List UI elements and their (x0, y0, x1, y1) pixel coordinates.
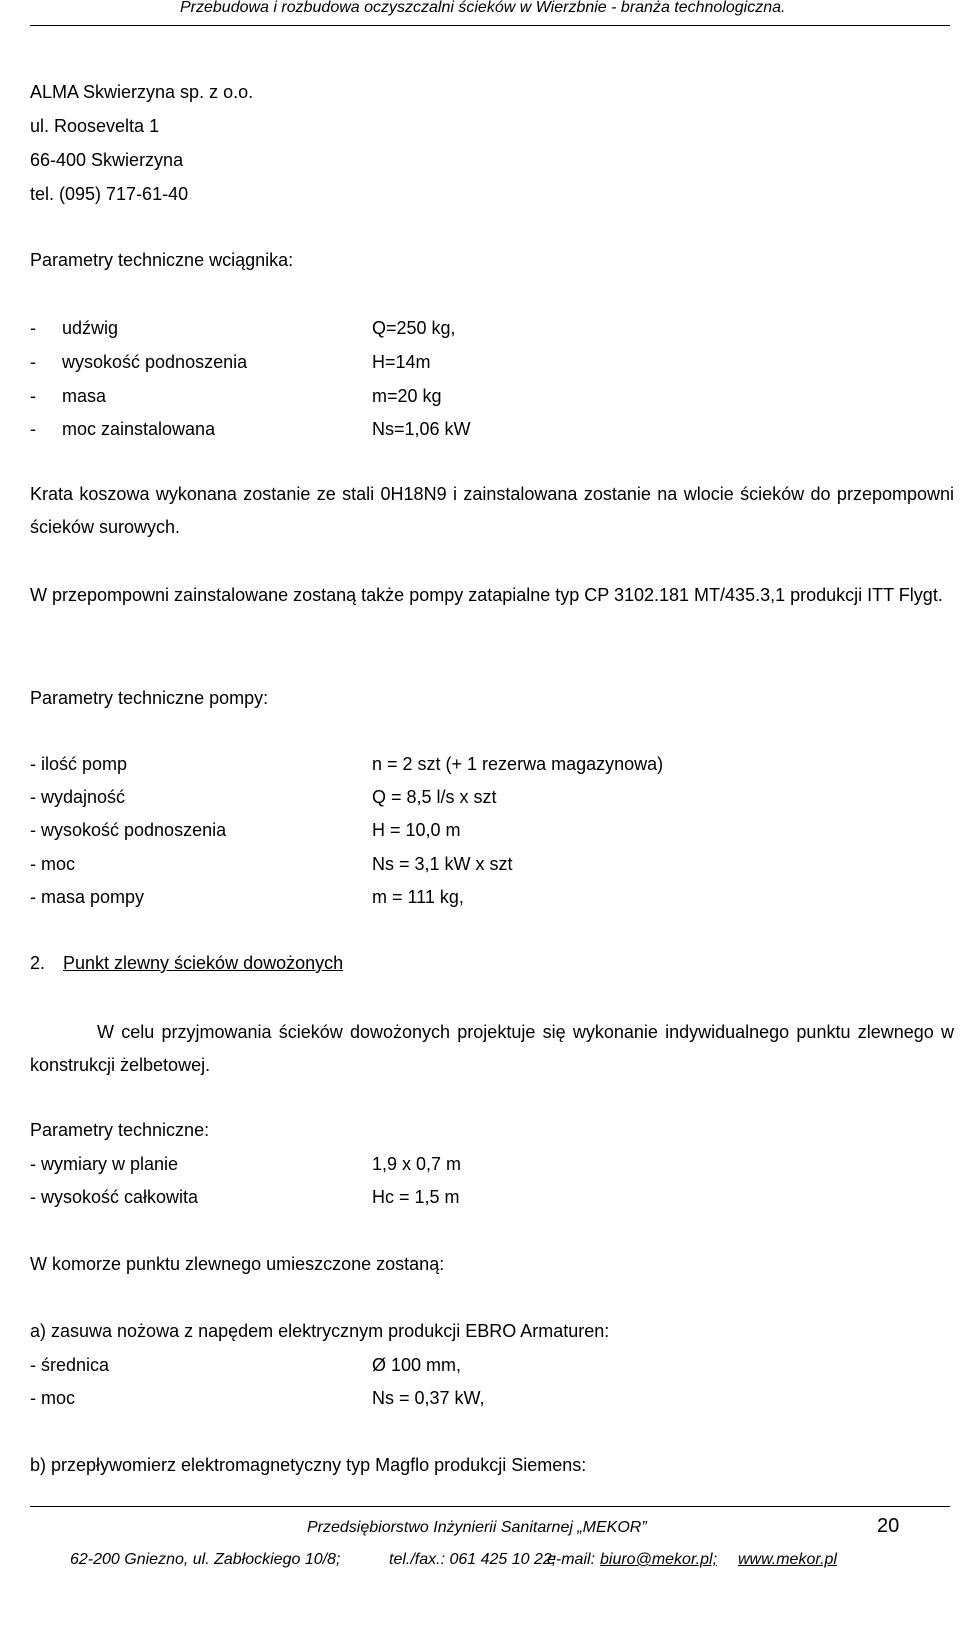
paragraph-krata: Krata koszowa wykonana zostanie ze stali 0H18N9 i zainstalowana zostanie na wlocie ścieków do przepompowni ścieków surowych. (30, 484, 954, 537)
pump-param-label: - moc (30, 854, 75, 874)
hoist-param-value: H=14m (372, 352, 431, 372)
section-param-value: 1,9 x 0,7 m (372, 1154, 462, 1174)
section-param-label: - wymiary w planie (30, 1154, 179, 1174)
address-line-3: 66-400 Skwierzyna (30, 150, 184, 170)
pump-param-value: n = 2 szt (+ 1 rezerwa magazynowa) (372, 754, 664, 774)
hoist-param-label: udźwig (62, 318, 119, 338)
item-a: a) zasuwa nożowa z napędem elektrycznym produkcji EBRO Armaturen: (30, 1321, 610, 1341)
hoist-dash: - (30, 419, 36, 439)
footer-email-link[interactable]: biuro@mekor.pl; (600, 1551, 718, 1568)
address-line-1: ALMA Skwierzyna sp. z o.o. (30, 82, 254, 102)
footer-rule (30, 1506, 950, 1507)
item-a-param-label: - średnica (30, 1355, 110, 1375)
footer-address: 62-200 Gniezno, ul. Zabłockiego 10/8; (70, 1551, 341, 1568)
pump-param-label: - ilość pomp (30, 754, 128, 774)
pump-param-value: Q = 8,5 l/s x szt (372, 787, 497, 807)
address-line-2: ul. Roosevelta 1 (30, 116, 160, 136)
pump-param-label: - masa pompy (30, 887, 145, 907)
hoist-heading: Parametry techniczne wciągnika: (30, 250, 294, 270)
section-param-value: Hc = 1,5 m (372, 1187, 460, 1207)
pump-param-value: m = 111 kg, (372, 887, 464, 907)
item-a-param-value: Ø 100 mm, (372, 1355, 462, 1375)
section-params-heading: Parametry techniczne: (30, 1120, 210, 1140)
footer-phone: tel./fax.: 061 425 10 22; (389, 1551, 557, 1568)
hoist-param-value: Q=250 kg, (372, 318, 456, 338)
section-title: Punkt zlewny ścieków dowożonych (63, 953, 344, 973)
header-title: Przebudowa i rozbudowa oczyszczalni ścieków w Wierzbnie - branża technologiczna. (180, 0, 786, 16)
section-number: 2. (30, 953, 46, 973)
hoist-dash: - (30, 318, 36, 338)
pump-param-value: Ns = 3,1 kW x szt (372, 854, 513, 874)
pump-param-label: - wysokość podnoszenia (30, 820, 227, 840)
address-line-4: tel. (095) 717-61-40 (30, 184, 189, 204)
page-number: 20 (877, 1515, 900, 1537)
footer-company: Przedsiębiorstwo Inżynierii Sanitarnej „MEKOR” (307, 1519, 647, 1536)
hoist-dash: - (30, 386, 36, 406)
footer-website-link[interactable]: www.mekor.pl (738, 1551, 837, 1568)
hoist-param-label: wysokość podnoszenia (62, 352, 248, 372)
item-a-param-value: Ns = 0,37 kW, (372, 1388, 485, 1408)
hoist-param-value: Ns=1,06 kW (372, 419, 471, 439)
pump-param-label: - wydajność (30, 787, 126, 807)
section-paragraph: W celu przyjmowania ścieków dowożonych projektuje się wykonanie indywidualnego punktu zlewnego w konstrukcji żelbetowej. (30, 1022, 954, 1075)
footer-email-label: e-mail: (547, 1551, 596, 1568)
hoist-param-label: moc zainstalowana (62, 419, 216, 439)
paragraph-pompy: W przepompowni zainstalowane zostaną także pompy zatapialne typ CP 3102.181 MT/435.3,1 produkcji ITT Flygt. (30, 585, 943, 605)
item-b: b) przepływomierz elektromagnetyczny typ Magflo produkcji Siemens: (30, 1455, 587, 1475)
pump-heading: Parametry techniczne pompy: (30, 688, 269, 708)
pump-param-value: H = 10,0 m (372, 820, 461, 840)
section-param-label: - wysokość całkowita (30, 1187, 199, 1207)
chamber-heading: W komorze punktu zlewnego umieszczone zostaną: (30, 1254, 445, 1274)
item-a-param-label: - moc (30, 1388, 75, 1408)
hoist-dash: - (30, 352, 36, 372)
hoist-param-value: m=20 kg (372, 386, 442, 406)
hoist-param-label: masa (62, 386, 107, 406)
header-rule (30, 25, 950, 26)
